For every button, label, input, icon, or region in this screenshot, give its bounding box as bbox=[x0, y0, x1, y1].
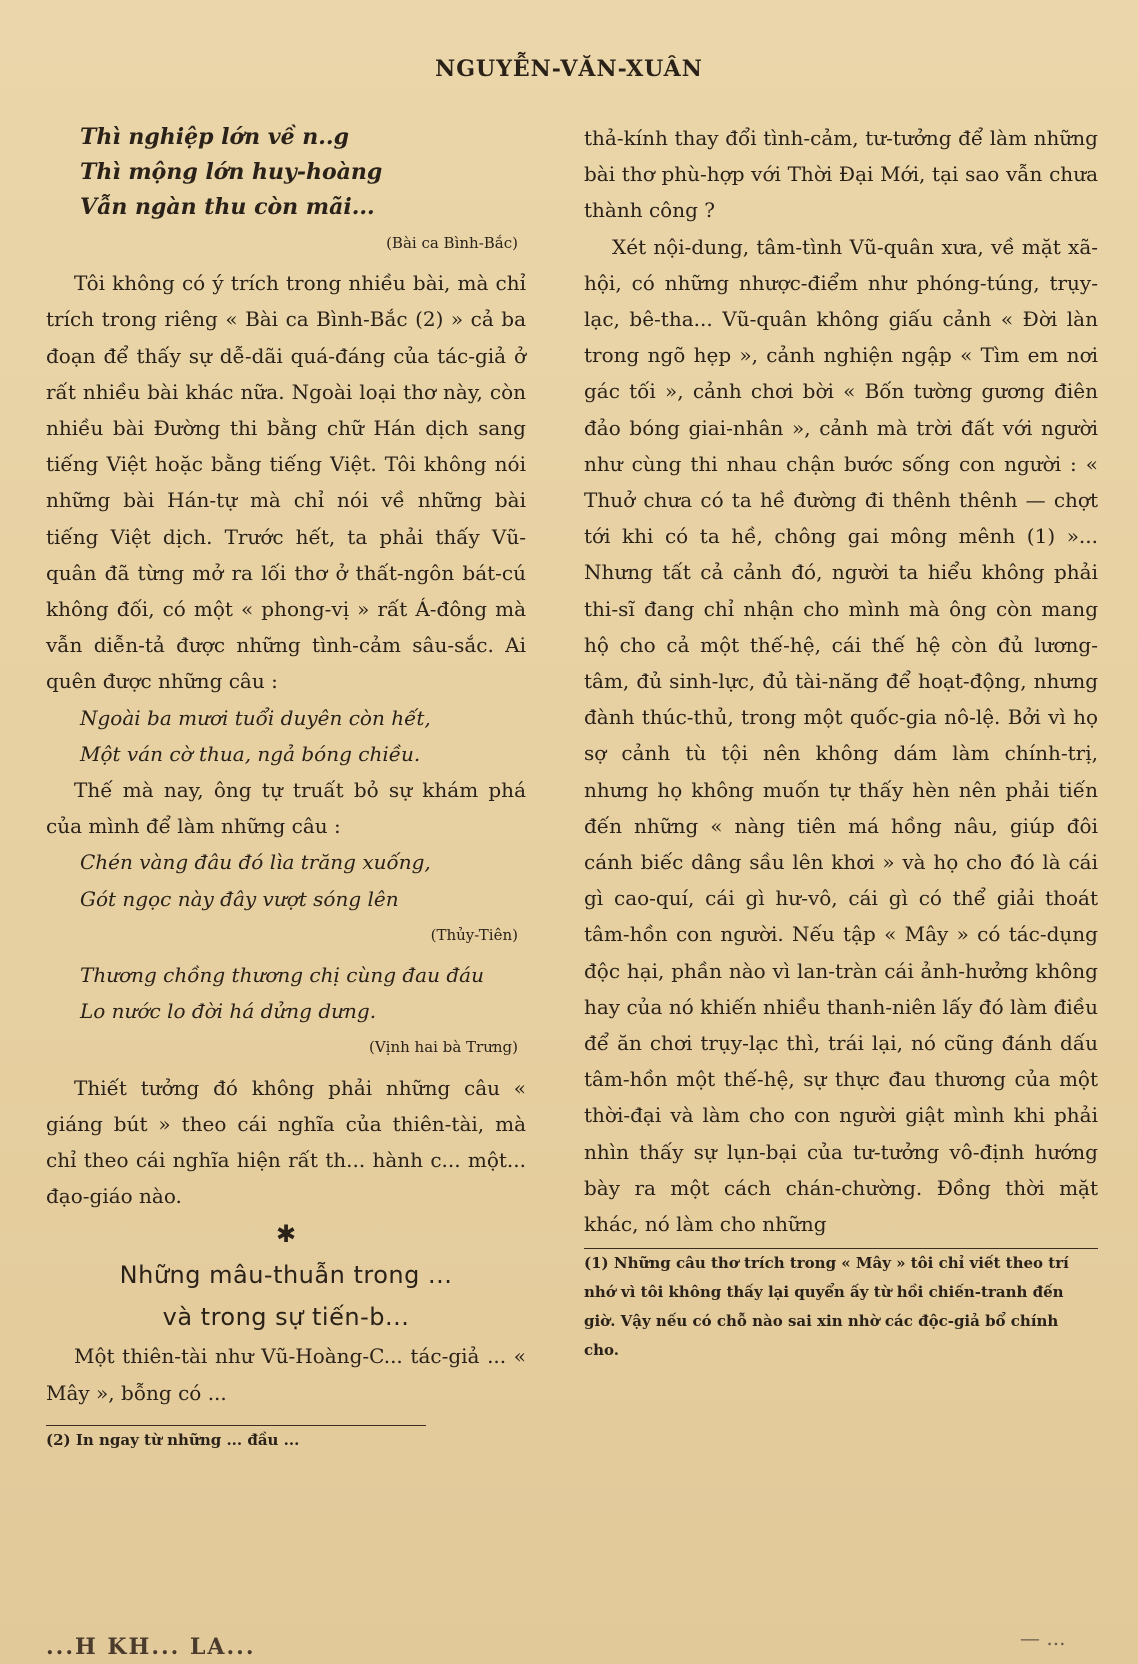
paragraph: Một thiên-tài như Vũ-Hoàng-C... tác-giả ... « Mây », bỗng có ... bbox=[46, 1344, 526, 1405]
verse-line: Chén vàng đâu đó lìa trăng xuống, bbox=[80, 850, 431, 875]
citation: (Bài ca Bình-Bắc) bbox=[386, 234, 518, 252]
right-column bbox=[584, 120, 1098, 1365]
section-title-line: và trong sự tiến-b... bbox=[162, 1303, 410, 1332]
footer-magazine-name: ...H KH... LA... bbox=[46, 1634, 256, 1660]
section-title-line: Những mâu-thuẫn trong ... bbox=[119, 1261, 453, 1290]
verse-line: Lo nước lo đời há dửng dưng. bbox=[80, 999, 377, 1024]
verse-line: Gót ngọc này đây vượt sóng lên bbox=[80, 886, 399, 911]
citation: (Thủy-Tiên) bbox=[430, 925, 518, 944]
page-header-title: NGUYỄN-VĂN-XUÂN bbox=[435, 56, 703, 82]
verse-line: Ngoài ba mươi tuổi duyên còn hết, bbox=[80, 705, 431, 730]
verse-line: Thì nghiệp lớn về n..g bbox=[80, 124, 349, 150]
footnote: (1) Những câu thơ trích trong « Mây » tôi chỉ viết theo trí nhớ vì tôi không thấy lại quyển ấy từ hồi chiến-tranh đến giờ. Vậy nếu có chỗ nào sai xin nhờ các độc-giả bổ chính cho. bbox=[584, 1254, 1069, 1360]
paragraph: thả-kính thay đổi tình-cảm, tư-tưởng để làm những bài thơ phù-hợp với Thời Đại Mới, tại sao vẫn chưa thành công ? bbox=[584, 126, 1098, 223]
citation: (Vịnh hai bà Trưng) bbox=[368, 1038, 518, 1057]
paragraph: Tôi không có ý trích trong nhiều bài, mà chỉ trích trong riêng « Bài ca Bình-Bắc (2) » cả ba đoạn để thấy sự dễ-dãi quá-đáng của tác-giả ở rất nhiều bài khác nữa. Ngoài loại thơ này, còn nhiều bài Đường thi bằng chữ Hán dịch sang tiếng Việt hoặc bằng tiếng Việt. Tôi không nói những bài Hán-tự mà chỉ nói về những bài tiếng Việt dịch. Trước hết, ta phải thấy Vũ-quân đã từng mở ra lối thơ ở thất-ngôn bát-cú không đối, có một « phong-vị » rất Á-đông mà vẫn diễn-tả được những tình-cảm sâu-sắc. Ai quên được những câu : bbox=[46, 271, 526, 694]
footnote: (2) In ngay từ những ... đầu ... bbox=[46, 1430, 300, 1449]
verse-line: Một ván cờ thua, ngả bóng chiều. bbox=[80, 741, 421, 766]
footer-page-number: — ... bbox=[1020, 1626, 1066, 1650]
left-column bbox=[46, 120, 526, 1455]
paragraph: Thế mà nay, ông tự truất bỏ sự khám phá của mình để làm những câu : bbox=[46, 778, 526, 839]
paragraph: Thiết tưởng đó không phải những câu « giáng bút » theo cái nghĩa của thiên-tài, mà chỉ theo cái nghĩa hiện rất th... hành c... một... đạo-giáo nào. bbox=[46, 1075, 526, 1209]
verse-line: Thương chồng thương chị cùng đau đáu bbox=[80, 963, 484, 988]
verse-line: Vẫn ngàn thu còn mãi... bbox=[80, 194, 375, 220]
verse-line: Thì mộng lớn huy-hoàng bbox=[80, 159, 383, 185]
paragraph: Xét nội-dung, tâm-tình Vũ-quân xưa, về mặt xã-hội, có những nhược-điểm như phóng-túng, trụy-lạc, bê-tha... Vũ-quân không giấu cảnh « Đời làn trong ngõ hẹp », cảnh nghiện ngập « Tìm em nơi gác tối », cảnh chơi bời « Bốn tường gương điên đảo bóng giai-nhân », cảnh mà trời đất với người như cùng thi nhau chận bước sống con người : « Thuở chưa có ta hề đường đi thênh thênh — chợt tới khi có ta hề, chông gai mông mênh (1) »... Nhưng tất cả cảnh đó, người ta hiểu không phải thi-sĩ đang chỉ nhận cho mình mà ông còn mang hộ cho cả một thế-hệ, cái thế hệ còn đủ lương-tâm, đủ sinh-lực, đủ tài-năng để hoạt-động, nhưng đành thúc-thủ, trong một quốc-gia nô-lệ. Bởi vì họ sợ cảnh tù tội nên không dám làm chính-trị, nhưng họ không muốn tự thấy hèn nên phải tiến đến những « nàng tiên má hồng nâu, giúp đôi cánh biếc dâng sầu lên khơi » và họ cho đó là cái gì cao-quí, cái gì hư-vô, cái gì có thể giải thoát tâm-hồn con người. Nếu tập « Mây » có tác-dụng độc hại, phần nào vì lan-tràn cái ảnh-hưởng không hay của nó khiến nhiều thanh-niên lấy đó làm điều để ăn chơi trụy-lạc thì, trái lại, nó cũng đánh dấu tâm-hồn một thế-hệ, sự thực đau thương của một thời-đại và làm cho con người giật mình khi phải nhìn thấy sự lụn-bại của tư-tưởng vô-định hướng bày ra một cách chán-chường. Đồng thời mặt khác, nó làm cho những bbox=[584, 234, 1098, 1237]
section-star-ornament: ✱ bbox=[275, 1220, 297, 1249]
